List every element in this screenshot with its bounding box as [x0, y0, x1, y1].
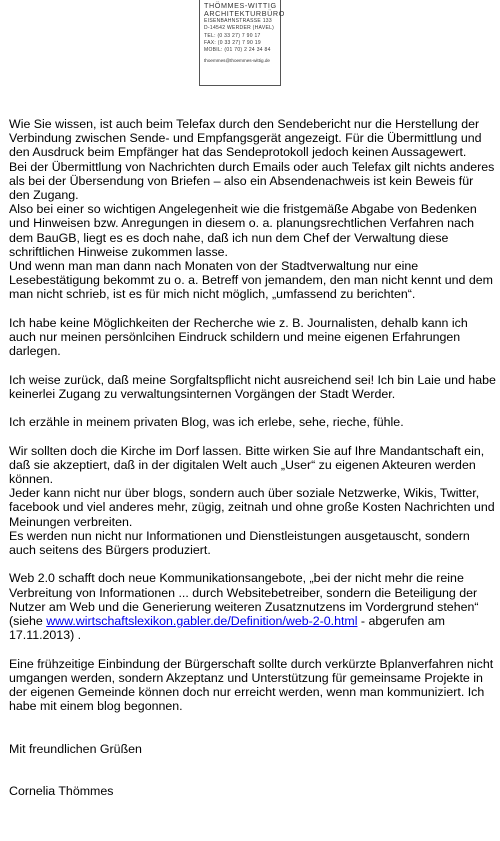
paragraph: Ich erzähle in meinem privaten Blog, was ich erlebe, sehe, rieche, fühle. [9, 415, 404, 430]
paragraph: Eine frühzeitige Einbindung der Bürgerschaft sollte durch verkürzte Bplanverfahren nicht umgangen werden, sondern Akzeptanz und Unterstützung für gemeinsame Projekte in der eigenen Gemeinde können doch nur erreicht werden, wenn man kommuniziert. Ich habe mit einem blog begonnen. [9, 656, 494, 714]
company-tel: TEL: (0 33 27) 7 90 17 [204, 32, 261, 39]
spacer [9, 728, 497, 742]
company-type: ARCHITEKTURBÜRO [204, 9, 285, 18]
paragraph-text: - abgerufen am 17.11.2013) . [9, 614, 445, 643]
paragraph: Ich habe keine Möglichkeiten der Recherche wie z. B. Journalisten, dehalb kann ich auch nur meinen persönlcihen Eindruck schildern und meine eigenen Erfahrungen darlegen. [9, 315, 468, 359]
spacer [9, 770, 497, 784]
paragraph: Wie Sie wissen, ist auch beim Telefax durch den Sendebericht nur die Herstellung der Verbindung zwischen Sende- und Empfangsgerät angezeigt. Für die Übermittlung und den Ausdruck beim Empfänger hat das Sendeprotokoll jedoch keinen Aussagewert. [9, 117, 482, 160]
paragraph: Wir sollten doch die Kirche im Dorf lassen. Bitte wirken Sie auf Ihre Mandantschaft ein, daß sie akzeptiert, daß in der digitalen Welt auch „User“ zu eigenen Akteuren werden können. [9, 443, 485, 487]
paragraph-text: Web 2.0 schafft doch neue Kommunikationsangebote, „bei der nicht mehr die reine Verbreitung von Informationen ... durch Websitebetreiber, sondern die Beteiligung der Nutzer am Web und die Generierung weiteren Zusatznutzens im Vordergrund stehen“ (siehe [9, 571, 479, 629]
company-city: D-14542 WERDER (HAVEL) [204, 25, 275, 32]
paragraph: Und wenn man man dann nach Monaten von der Stadtverwaltung nur eine Lesebestätigung bekommt zu o. a. Betreff von jemandem, den man nicht kennt und dem man nicht schrieb, ist es für mich nicht möglich, „umfassend zu berichten“. [9, 259, 493, 302]
source-link[interactable]: www.wirtschaftslexikon.gabler.de/Definition/web-2-0.html [46, 614, 358, 629]
company-email: thoemmes@thoemmes-wittig.de [204, 58, 270, 64]
company-mobile: MOBIL: (01 70) 2 24 34 84 [204, 47, 271, 54]
letterhead [199, 0, 285, 86]
company-fax: FAX: (0 33 27) 7 90 19 [204, 39, 261, 46]
letter-body [9, 117, 497, 813]
paragraph: Es werden nun nicht nur Informationen und Dienstleistungen ausgetauscht, sondern auch seitens des Bürgers produziert. [9, 528, 470, 558]
paragraph: Also bei einer so wichtigen Angelegenheit wie die fristgemäße Abgabe von Bedenken und Hinweisen bzw. Anregungen in diesem o. a. planungsrechtlichen Verfahren nach dem BauGB, liegt es es doch nahe, daß ich nun dem Chef der Verwaltung diese schriftlichen Hinweise zukommen lasse. [9, 202, 477, 259]
closing: Mit freundlichen Grüßen [9, 741, 142, 756]
paragraph-web20 [9, 571, 497, 642]
signature: Cornelia Thömmes [9, 784, 114, 799]
paragraph: Jeder kann nicht nur über blogs, sondern auch über soziale Netzwerke, Wikis, Twitter, facebook und viel anderes mehr, zügig, zeitnah und ohne große Kosten Nachrichten und Meinungen verbreiten. [9, 486, 495, 529]
paragraph: Ich weise zurück, daß meine Sorgfaltspflicht nicht ausreichend sei! Ich bin Laie und habe keinerlei Zugang zu verwaltungsinternen Vorgängen der Stadt Werder. [9, 372, 496, 401]
company-street: EISENBAHNSTRASSE 133 [204, 18, 272, 24]
paragraph: Bei der Übermittlung von Nachrichten durch Emails oder auch Telefax gilt nichts anderes als bei der Übersendung von Briefen – also ein Absendenachweis ist kein Beweis für den Zugang. [9, 159, 495, 203]
company-name: THÖMMES-WITTIG [204, 1, 277, 10]
